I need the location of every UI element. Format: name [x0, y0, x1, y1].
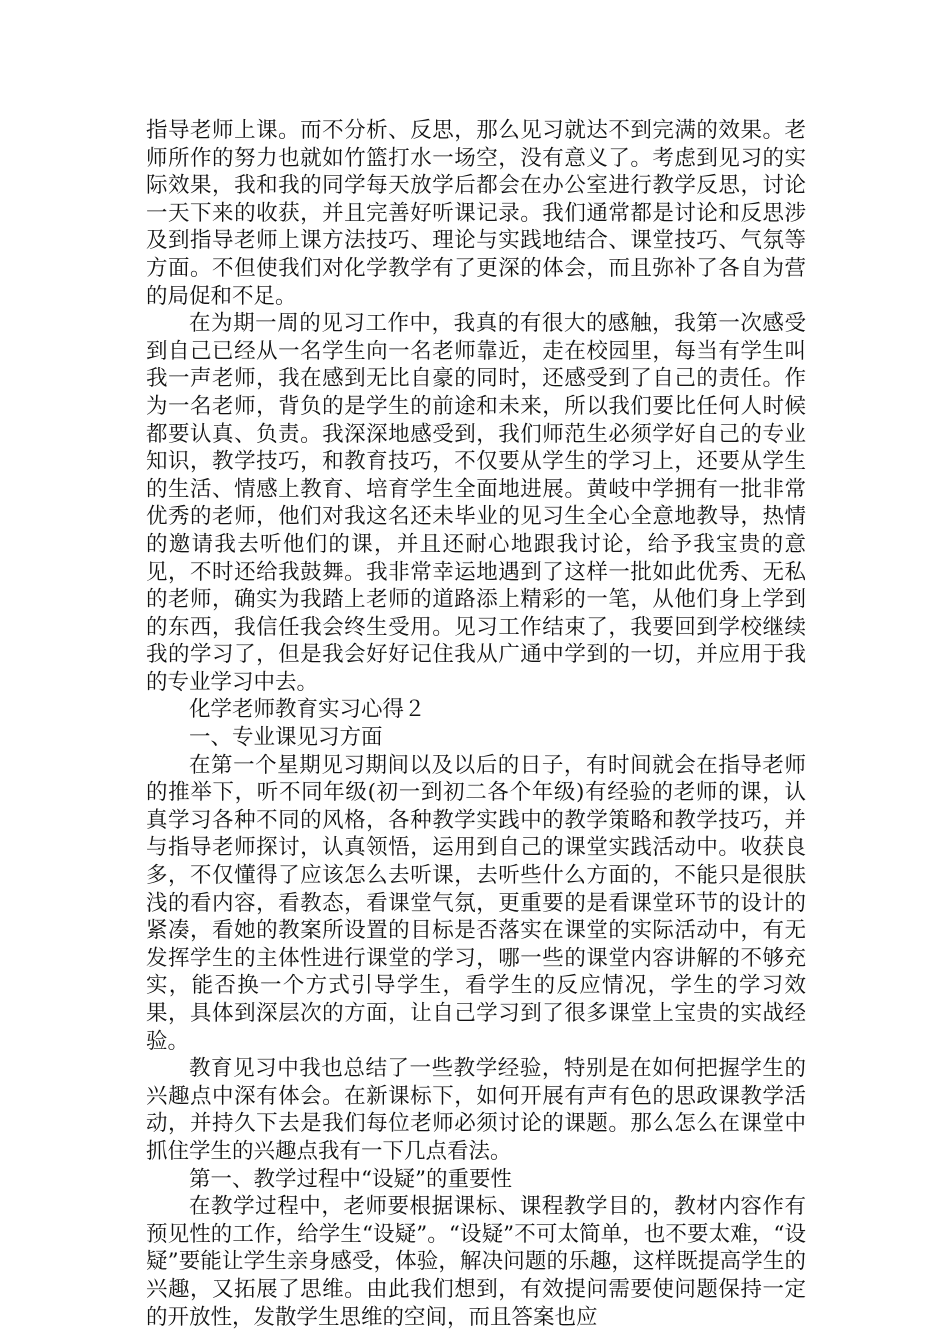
paragraph-teaching-experience: 教育见习中我也总结了一些教学经验，特别是在如何把握学生的兴趣点中深有体会。在新课标下，如何开展有声有色的思政课教学活动，并持久下去是我们每位老师必须讨论的课题。那么怎么在课堂中抓住学生的兴趣点我有一下几点看法。 [146, 1056, 806, 1164]
section-title: 化学老师教育实习心得２ [189, 697, 426, 723]
paragraph-reflection-continued: 指导老师上课。而不分析、反思，那么见习就达不到完满的效果。老师所作的努力也就如竹篮打水一场空，没有意义了。考虑到见习的实际效果，我和我的同学每天放学后都会在办公室进行教学反思，讨论一天下来的收获，并且完善好听课记录。我们通常都是讨论和反思涉及到指导老师上课方法技巧、理论与实践地结合、课堂技巧、气氛等方面。不但使我们对化学教学有了更深的体会，而且弥补了各自为营的局促和不足。 [146, 118, 806, 309]
point-heading-questioning: 第一、教学过程中“设疑”的重要性 [189, 1166, 512, 1192]
document-page [146, 117, 806, 1331]
paragraph-internship-feelings: 在为期一周的见习工作中，我真的有很大的感触，我第一次感受到自己已经从一名学生向一名老师靠近，走在校园里，每当有学生叫我一声老师，我在感到无比自豪的同时，还感受到了自己的责任。作为一名老师，背负的是学生的前途和未来，所以我们要比任何人时候都要认真、负责。我深深地感受到，我们师范生必须学好自己的专业知识，教学技巧，和教育技巧，不仅要从学生的学习上，还要从学生的生活、情感上教育、培育学生全面地进展。黄岐中学拥有一批非常优秀的老师，他们对我这名还未毕业的见习生全心全意地教导，热情的邀请我去听他们的课，并且还耐心地跟我讨论，给予我宝贵的意见，不时还给我鼓舞。我非常幸运地遇到了这样一批如此优秀、无私的老师，确实为我踏上老师的道路添上精彩的一笔，从他们身上学到的东西，我信任我会终生受用。见习工作结束了，我要回到学校继续我的学习了，但是我会好好记住我从广通中学到的一切，并应用于我的专业学习中去。 [146, 311, 806, 695]
paragraph-lesson-observation: 在第一个星期见习期间以及以后的日子，有时间就会在指导老师的推举下，听不同年级(初一到初二各个年级)有经验的老师的课，认真学习各种不同的风格，各种教学实践中的教学策略和教学技巧，并与指导老师探讨，认真领悟，运用到自己的课堂实践活动中。收获良多，不仅懂得了应该怎么去听课，去听些什么方面的，不能只是很肤浅的看内容，看教态，看课堂气氛，更重要的是看课堂环节的设计的紧凑，看她的教案所设置的目标是否落实在课堂的实际活动中，有无发挥学生的主体性进行课堂的学习，哪一些的课堂内容讲解的不够充实，能否换一个方式引导学生，看学生的反应情况，学生的学习效果，具体到深层次的方面，让自己学习到了很多课堂上宝贵的实战经验。 [146, 752, 806, 1054]
subsection-heading: 一、专业课见习方面 [189, 725, 383, 751]
paragraph-questioning: 在教学过程中，老师要根据课标、课程教学目的，教材内容作有预见性的工作，给学生“设疑”。“设疑”不可太简单，也不要太难，“设疑”要能让学生亲身感受，体验，解决问题的乐趣，这样既提高学生的兴趣，又拓展了思维。由此我们想到，有效提问需要使问题保持一定的开放性，发散学生思维的空间，而且答案也应 [146, 1194, 806, 1330]
